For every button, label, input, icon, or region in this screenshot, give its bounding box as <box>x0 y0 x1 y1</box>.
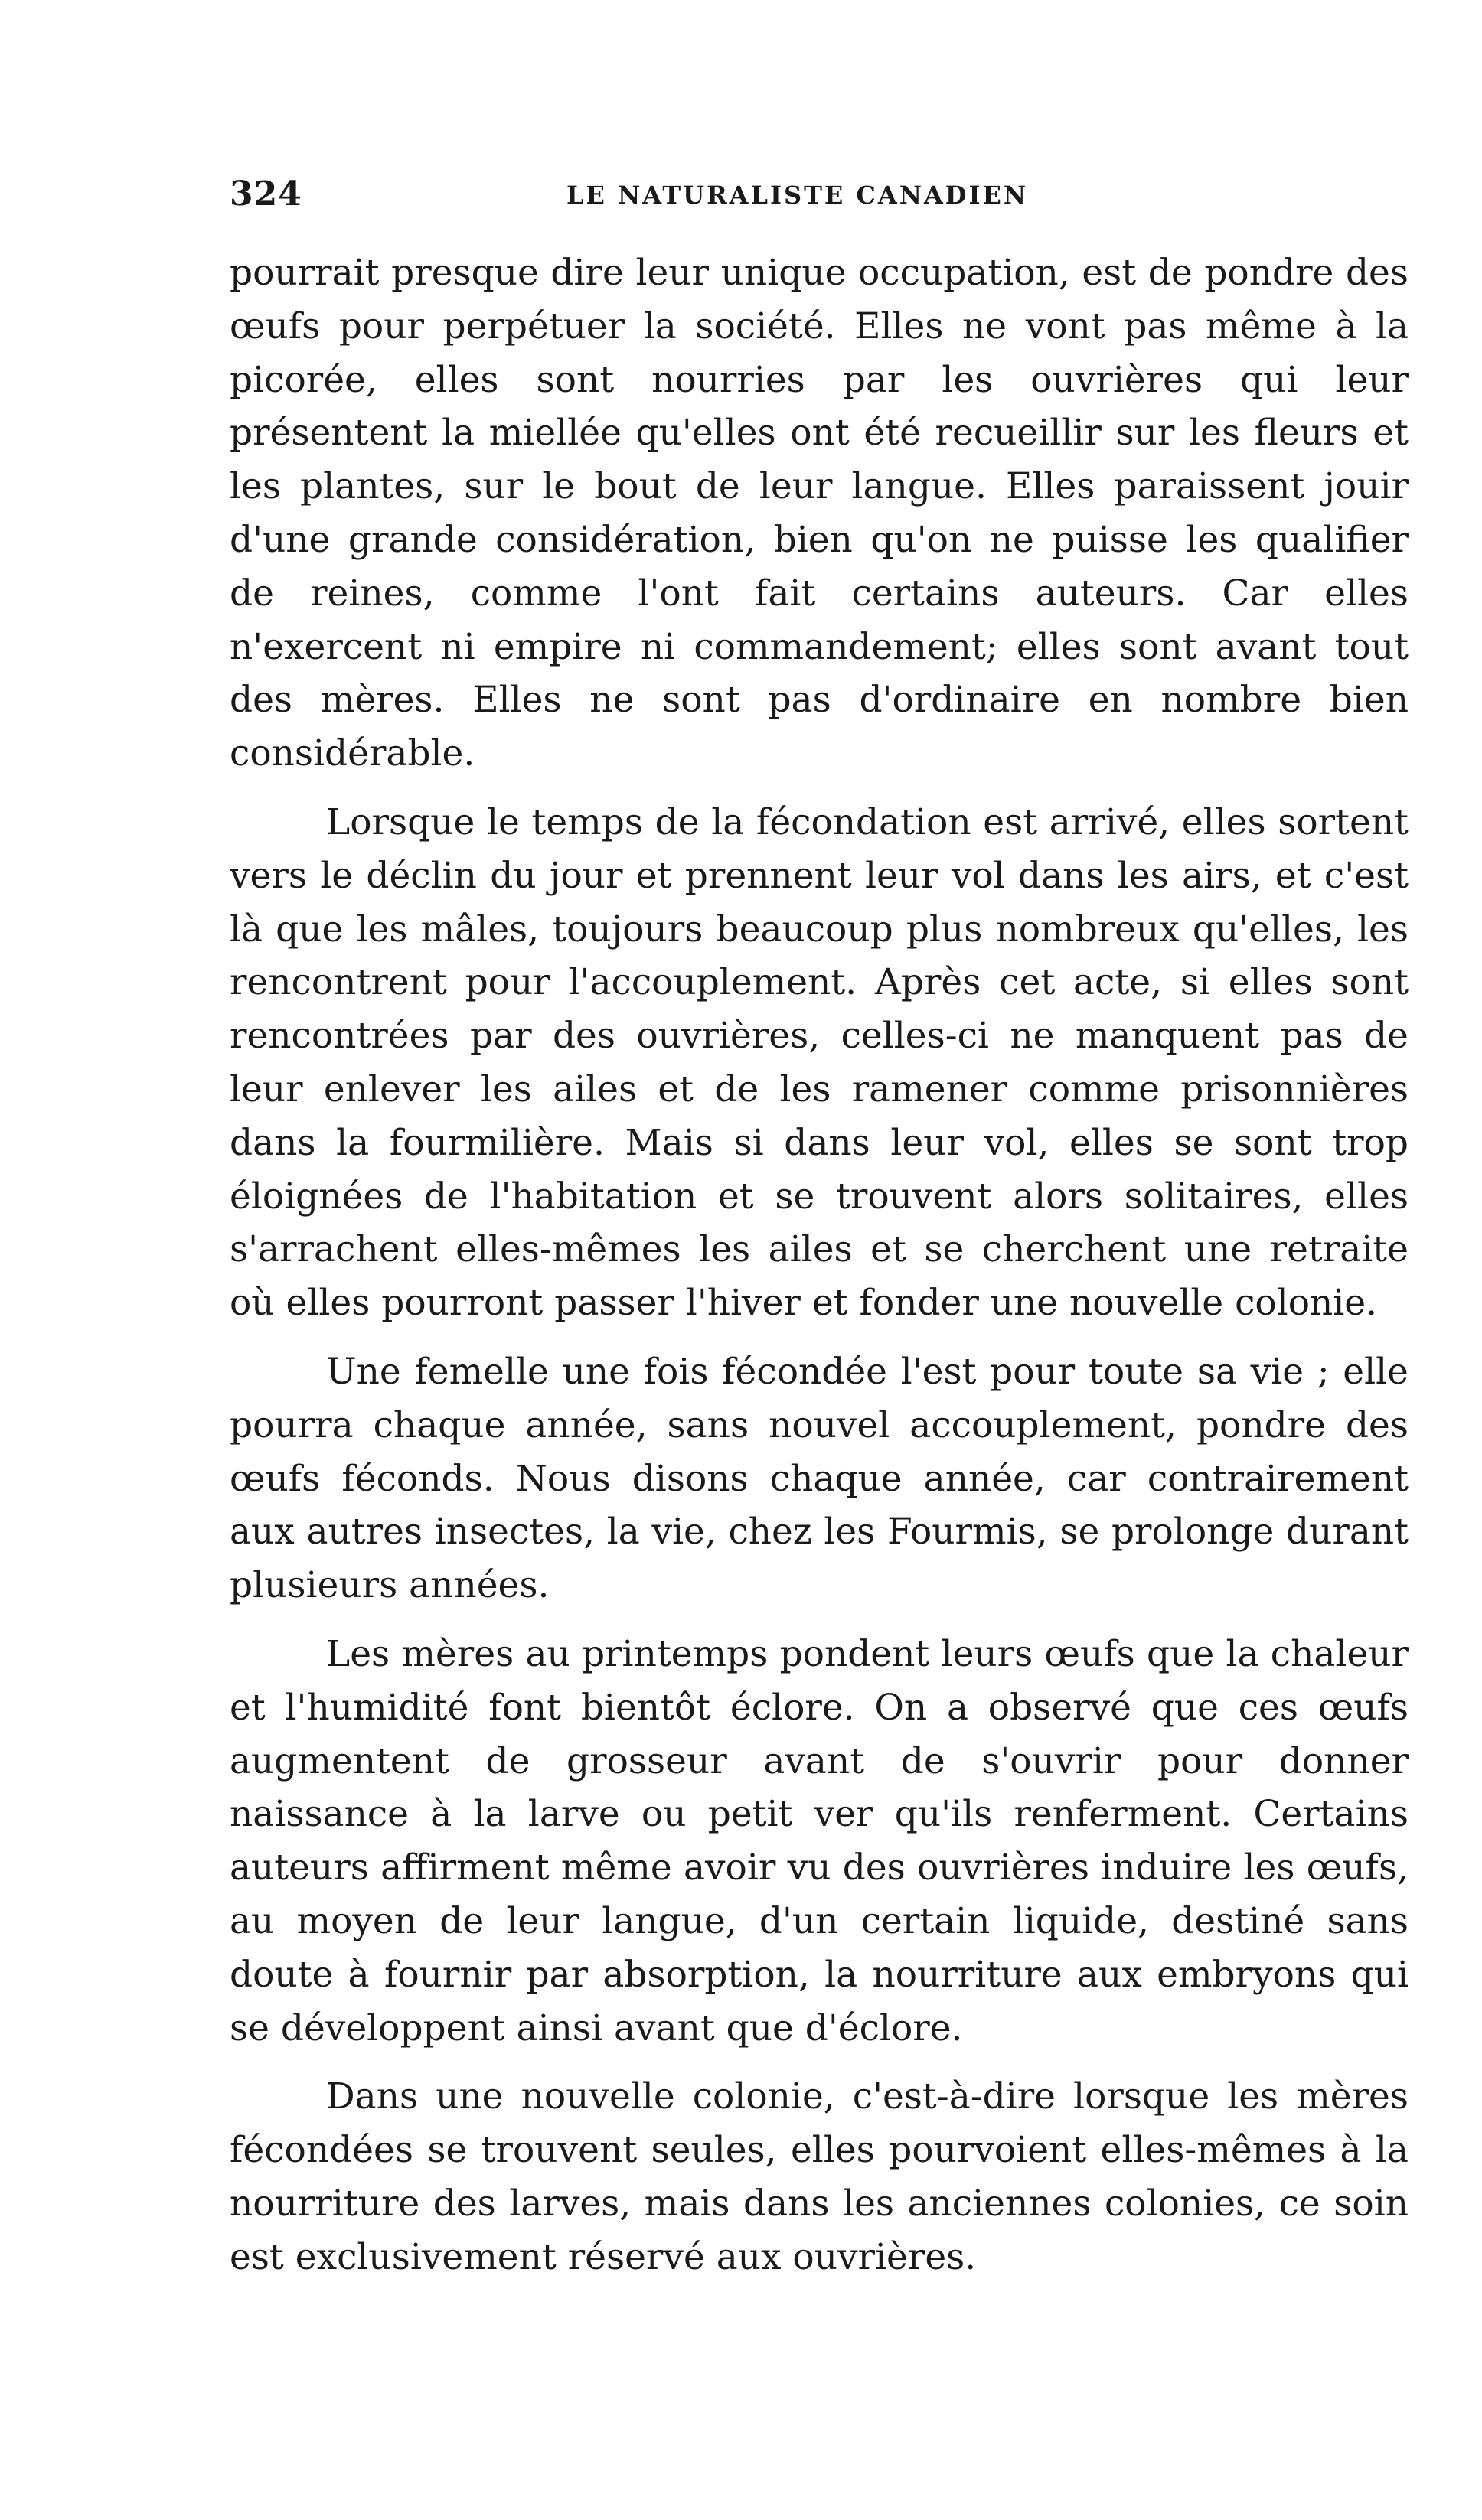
journal-title: LE NATURALISTE CANADIEN <box>566 181 1029 210</box>
paragraph-continued: pourrait presque dire leur unique occupation, est de pondre des œufs pour perpétuer la société. Elles ne vont pas même à la picorée, elles sont nourries par les ouvrières qui leur présentent la miellée qu'elles ont été recueillir sur les fleurs et les plantes, sur le bout de leur langue. Elles paraissent jouir d'une grande considération, bien qu'on ne puisse les qualifier de reines, comme l'ont fait certains auteurs. Car elles n'exercent ni empire ni commandement; elles sont avant tout des mères. Elles ne sont pas d'ordinaire en nombre bien considérable. <box>230 252 1409 775</box>
paragraph-meres-printemps: Les mères au printemps pondent leurs œufs que la chaleur et l'humidité font bientôt éclore. On a observé que ces œufs augmentent de grosseur avant de s'ouvrir pour donner naissance à la larve ou petit ver qu'ils renferment. Certains auteurs affirment même avoir vu des ouvrières induire les œufs, au moyen de leur langue, d'un certain liquide, destiné sans doute à fournir par absorption, la nourriture aux embryons qui se développent ainsi avant que d'éclore. <box>230 1632 1409 2049</box>
paragraph-femelle: Une femelle une fois fécondée l'est pour toute sa vie ; elle pourra chaque année, sans nouvel accouplement, pondre des œufs féconds. Nous disons chaque année, car contrairement aux autres insectes, la vie, chez les Fourmis, se prolonge durant plusieurs années. <box>230 1350 1409 1607</box>
running-head <box>230 174 1409 236</box>
paragraph-nouvelle-colonie: Dans une nouvelle colonie, c'est-à-dire lorsque les mères fécondées se trouvent seules, elles pourvoient elles-mêmes à la nourriture des larves, mais dans les anciennes colonies, ce soin est exclusivement réservé aux ouvrières. <box>230 2075 1409 2278</box>
page-number: 324 <box>230 174 302 214</box>
paragraph-fecondation: Lorsque le temps de la fécondation est arrivé, elles sortent vers le déclin du jour et prennent leur vol dans les airs, et c'est là que les mâles, toujours beaucoup plus nombreux qu'elles, les rencontrent pour l'accouplement. Après cet acte, si elles sont rencontrées par des ouvrières, celles-ci ne manquent pas de leur enlever les ailes et de les ramener comme prisonnières dans la fourmilière. Mais si dans leur vol, elles se sont trop éloignées de l'habitation et se trouvent alors solitaires, elles s'arrachent elles-mêmes les ailes et se cherchent une retraite où elles pourront passer l'hiver et fonder une nouvelle colonie. <box>230 800 1409 1325</box>
body-text <box>230 246 1409 2284</box>
